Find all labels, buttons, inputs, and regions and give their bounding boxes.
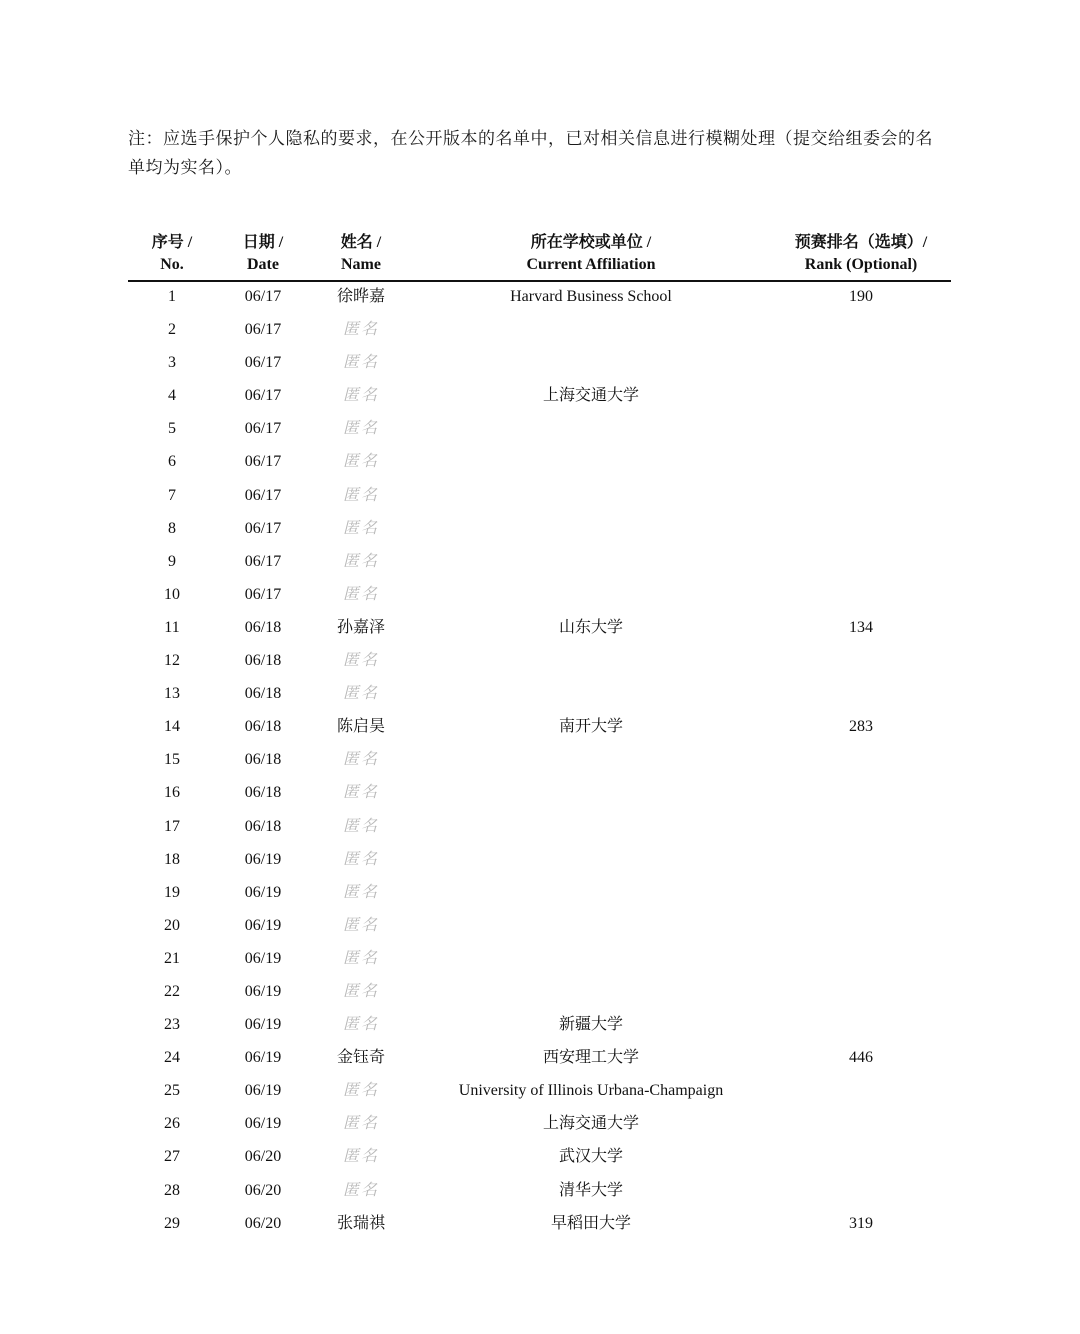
row-date: 06/17 — [244, 453, 282, 471]
row-date: 06/18 — [244, 685, 282, 703]
row-number: 29 — [164, 1214, 180, 1232]
header-name-cn: 姓名 / — [340, 234, 382, 251]
table-row — [128, 1076, 951, 1109]
row-date: 06/18 — [244, 718, 282, 736]
row-affiliation: 山东大学 — [558, 618, 623, 636]
header-rank — [776, 232, 946, 276]
row-affiliation: University of Illinois Urbana-Champaign — [458, 1082, 724, 1100]
row-number: 11 — [164, 618, 180, 636]
row-number: 23 — [164, 1016, 180, 1034]
row-date: 06/17 — [244, 387, 282, 405]
row-number: 18 — [164, 850, 180, 868]
header-name — [326, 232, 396, 276]
table-row — [128, 414, 951, 447]
header-date-cn: 日期 / — [242, 234, 284, 251]
row-name: 徐晔嘉 — [336, 288, 385, 305]
row-date: 06/20 — [244, 1214, 282, 1232]
row-number: 8 — [168, 519, 176, 537]
row-name: 匿名 — [342, 916, 379, 934]
table-row — [128, 381, 951, 414]
row-date: 06/19 — [244, 1082, 282, 1100]
header-aff-cn: 所在学校或单位 / — [530, 234, 652, 251]
header-no — [142, 232, 202, 276]
row-name: 孙嘉泽 — [336, 618, 385, 636]
table-row — [128, 812, 951, 845]
row-number: 14 — [164, 718, 180, 736]
row-name: 金钰奇 — [336, 1049, 385, 1067]
row-name: 匿名 — [342, 850, 379, 868]
table-row — [128, 646, 951, 679]
row-number: 19 — [164, 883, 180, 901]
row-name: 匿名 — [342, 486, 379, 504]
table-row — [128, 315, 951, 348]
row-name: 匿名 — [342, 1115, 379, 1133]
row-name: 匿名 — [342, 652, 379, 670]
row-date: 06/17 — [244, 552, 282, 570]
table-row — [128, 911, 951, 944]
header-affiliation — [496, 232, 686, 276]
row-name: 匿名 — [342, 883, 379, 901]
row-name: 匿名 — [342, 420, 379, 438]
privacy-note: 注：应选手保护个人隐私的要求，在公开版本的名单中，已对相关信息进行模糊处理（提交给组委会的名单均为实名）。 — [128, 129, 933, 177]
row-date: 06/17 — [244, 288, 282, 305]
row-name: 匿名 — [342, 585, 379, 603]
table-row — [128, 679, 951, 712]
row-rank: 446 — [849, 1049, 873, 1067]
row-number: 13 — [164, 685, 180, 703]
row-number: 22 — [164, 982, 180, 1000]
row-name: 张瑞祺 — [336, 1214, 385, 1232]
table-row — [128, 1142, 951, 1175]
header-date-en: Date — [247, 256, 279, 273]
row-number: 27 — [164, 1148, 180, 1166]
row-name: 匿名 — [342, 751, 379, 769]
row-affiliation: 西安理工大学 — [542, 1049, 639, 1067]
row-number: 28 — [164, 1181, 180, 1199]
table-row — [128, 547, 951, 580]
row-name: 匿名 — [342, 354, 379, 372]
row-date: 06/19 — [244, 949, 282, 967]
row-name: 匿名 — [342, 1181, 379, 1199]
header-rank-en: Rank (Optional) — [804, 256, 918, 273]
table-row — [128, 745, 951, 778]
row-affiliation: 清华大学 — [558, 1181, 623, 1199]
row-date: 06/20 — [244, 1181, 282, 1199]
row-date: 06/18 — [244, 784, 282, 802]
row-date: 06/19 — [244, 850, 282, 868]
table-row — [128, 977, 951, 1010]
row-number: 1 — [168, 288, 176, 305]
row-number: 12 — [164, 652, 180, 670]
table-row — [128, 1010, 951, 1043]
header-no-en: No. — [160, 256, 184, 273]
table-row — [128, 348, 951, 381]
row-date: 06/19 — [244, 1016, 282, 1034]
row-affiliation: 新疆大学 — [558, 1016, 623, 1034]
table-row — [128, 778, 951, 811]
row-name: 匿名 — [342, 321, 379, 339]
row-number: 15 — [164, 751, 180, 769]
row-affiliation: 南开大学 — [558, 718, 623, 736]
row-name: 匿名 — [342, 784, 379, 802]
row-name: 匿名 — [342, 519, 379, 537]
table-header — [128, 232, 951, 282]
row-number: 17 — [164, 817, 180, 835]
row-affiliation: 早稻田大学 — [550, 1214, 631, 1232]
row-date: 06/17 — [244, 486, 282, 504]
row-name: 匿名 — [342, 1148, 379, 1166]
table-row — [128, 1109, 951, 1142]
row-name: 匿名 — [342, 817, 379, 835]
row-number: 25 — [164, 1082, 180, 1100]
header-aff-en: Current Affiliation — [526, 256, 656, 273]
row-rank: 319 — [849, 1214, 873, 1232]
row-name: 陈启昊 — [336, 718, 385, 736]
table-row — [128, 944, 951, 977]
table-row — [128, 845, 951, 878]
row-number: 21 — [164, 949, 180, 967]
row-date: 06/19 — [244, 1049, 282, 1067]
row-name: 匿名 — [342, 552, 379, 570]
row-name: 匿名 — [342, 1016, 379, 1034]
row-number: 2 — [168, 321, 176, 339]
table-row — [128, 447, 951, 480]
table-row — [128, 712, 951, 745]
row-name: 匿名 — [342, 685, 379, 703]
row-number: 9 — [168, 552, 176, 570]
table-row — [128, 613, 951, 646]
header-no-cn: 序号 / — [151, 234, 193, 251]
row-rank: 190 — [849, 288, 873, 305]
header-name-en: Name — [341, 256, 381, 273]
row-number: 24 — [164, 1049, 180, 1067]
row-date: 06/17 — [244, 420, 282, 438]
row-number: 5 — [168, 420, 176, 438]
row-number: 20 — [164, 916, 180, 934]
row-date: 06/18 — [244, 618, 282, 636]
row-date: 06/19 — [244, 883, 282, 901]
row-number: 26 — [164, 1115, 180, 1133]
row-date: 06/20 — [244, 1148, 282, 1166]
row-number: 3 — [168, 354, 176, 372]
table-row — [128, 878, 951, 911]
row-number: 10 — [164, 585, 180, 603]
row-date: 06/19 — [244, 916, 282, 934]
participant-table — [128, 232, 951, 1242]
row-date: 06/17 — [244, 585, 282, 603]
row-date: 06/18 — [244, 652, 282, 670]
table-row — [128, 1176, 951, 1209]
row-name: 匿名 — [342, 387, 379, 405]
table-row — [128, 580, 951, 613]
table-row — [128, 514, 951, 547]
row-date: 06/19 — [244, 1115, 282, 1133]
row-affiliation: 武汉大学 — [558, 1148, 623, 1166]
table-row — [128, 1209, 951, 1242]
row-number: 4 — [168, 387, 176, 405]
row-date: 06/18 — [244, 751, 282, 769]
row-number: 6 — [168, 453, 176, 471]
row-date: 06/17 — [244, 321, 282, 339]
table-row — [128, 481, 951, 514]
row-name: 匿名 — [342, 949, 379, 967]
row-rank: 134 — [849, 618, 873, 636]
table-body — [128, 282, 951, 1242]
row-date: 06/18 — [244, 817, 282, 835]
header-date — [233, 232, 293, 276]
row-affiliation: 上海交通大学 — [542, 1115, 639, 1133]
row-number: 16 — [164, 784, 180, 802]
row-date: 06/19 — [244, 982, 282, 1000]
table-row — [128, 1043, 951, 1076]
table-row — [128, 282, 951, 315]
row-name: 匿名 — [342, 1082, 379, 1100]
row-name: 匿名 — [342, 453, 379, 471]
row-name: 匿名 — [342, 982, 379, 1000]
header-rank-cn: 预赛排名（选填）/ — [794, 234, 928, 251]
row-date: 06/17 — [244, 354, 282, 372]
row-affiliation: Harvard Business School — [510, 288, 672, 305]
row-date: 06/17 — [244, 519, 282, 537]
row-rank: 283 — [849, 718, 873, 736]
row-affiliation: 上海交通大学 — [542, 387, 639, 405]
row-number: 7 — [168, 486, 176, 504]
